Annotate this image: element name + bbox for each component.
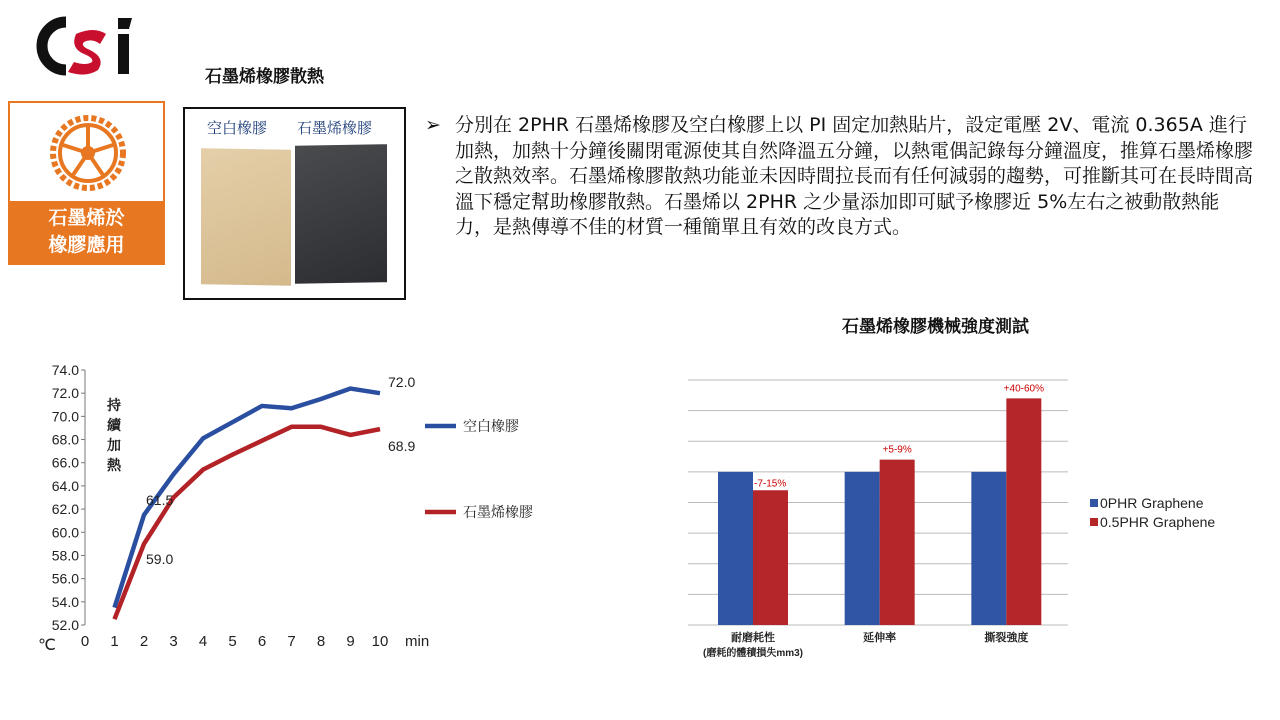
badge-line-1: 石墨烯於 xyxy=(48,207,125,229)
photo-label-graphene: 石墨烯橡膠 xyxy=(297,119,373,137)
mech-chart-title: 石墨烯橡膠機械強度測試 xyxy=(842,317,1029,337)
legend-label: 0.5PHR Graphene xyxy=(1100,514,1216,530)
x-tick-label: 7 xyxy=(287,633,296,650)
graphene-rubber-sample xyxy=(295,144,387,284)
data-label: 68.9 xyxy=(388,438,416,455)
y-tick-label: 66.0 xyxy=(51,454,79,471)
annotation-char: 持 xyxy=(107,397,121,413)
legend-swatch xyxy=(1090,499,1098,507)
legend-label-1: 石墨烯橡膠 xyxy=(463,504,533,520)
y-tick-label: 70.0 xyxy=(51,408,79,425)
photo-label-blank: 空白橡膠 xyxy=(207,119,268,137)
badge-line-2: 橡膠應用 xyxy=(48,234,125,256)
bar-1 xyxy=(880,460,915,625)
mechanical-bar-chart xyxy=(670,375,1270,675)
x-tick-label: 2 xyxy=(139,633,149,650)
x-tick-label: 6 xyxy=(257,633,267,650)
bar-annotation: +5-9% xyxy=(882,444,912,456)
description-paragraph xyxy=(425,113,1255,241)
legend-label: 0PHR Graphene xyxy=(1100,495,1204,511)
csi-logo xyxy=(36,14,140,78)
y-tick-label: 60.0 xyxy=(51,524,79,541)
annotation-char: 續 xyxy=(107,417,121,433)
legend-label-0: 空白橡膠 xyxy=(463,418,519,434)
bar-annotation: -7-15% xyxy=(754,478,787,490)
category-label: 耐磨耗性 xyxy=(731,632,775,644)
y-unit-label: ℃ xyxy=(38,637,56,654)
x-tick-label: 9 xyxy=(346,633,355,650)
annotation-char: 加 xyxy=(107,437,121,453)
y-tick-label: 54.0 xyxy=(51,593,79,610)
category-label: 撕裂強度 xyxy=(984,632,1029,644)
bar-0 xyxy=(718,472,753,625)
badge-label xyxy=(10,201,163,263)
y-tick-label: 56.0 xyxy=(51,570,79,587)
temperature-line-chart xyxy=(20,355,580,665)
bar-1 xyxy=(1006,398,1041,625)
legend-swatch xyxy=(1090,518,1098,526)
bar-0 xyxy=(845,472,880,625)
x-tick-label: 1 xyxy=(110,633,119,650)
bar-0 xyxy=(971,472,1006,625)
section-title: 石墨烯橡膠散熱 xyxy=(205,67,324,87)
data-label: 72.0 xyxy=(388,374,416,391)
blank-rubber-sample xyxy=(201,148,291,286)
annotation-char: 熱 xyxy=(107,457,121,473)
data-label: 59.0 xyxy=(146,550,174,567)
y-tick-label: 64.0 xyxy=(51,477,79,494)
x-unit-label: min xyxy=(405,633,430,650)
y-tick-label: 72.0 xyxy=(51,385,79,402)
category-sublabel: (磨耗的體積損失mm3) xyxy=(702,648,804,659)
y-tick-label: 74.0 xyxy=(51,362,79,378)
x-tick-label: 8 xyxy=(316,633,326,650)
wheel-icon xyxy=(48,113,128,193)
x-tick-label: 10 xyxy=(371,633,389,650)
application-badge xyxy=(8,101,165,265)
sample-photo xyxy=(183,107,406,300)
x-tick-label: 4 xyxy=(198,633,208,650)
x-tick-label: 5 xyxy=(228,633,237,650)
bar-1 xyxy=(753,490,788,625)
x-tick-label: 0 xyxy=(80,633,90,650)
y-tick-label: 62.0 xyxy=(51,501,79,518)
series-line-1 xyxy=(115,427,381,619)
y-tick-label: 68.0 xyxy=(51,431,79,448)
y-tick-label: 52.0 xyxy=(51,617,79,633)
y-tick-label: 58.0 xyxy=(51,547,79,564)
category-label: 延伸率 xyxy=(863,632,897,644)
bar-annotation: +40-60% xyxy=(1003,383,1044,395)
bullet-arrow-icon: ➢ xyxy=(425,114,441,136)
x-tick-label: 3 xyxy=(169,633,178,650)
description-text: 分別在 2PHR 石墨烯橡膠及空白橡膠上以 PI 固定加熱貼片，設定電壓 2V、電流 0.365A 進行加熱，加熱十分鐘後關閉電源使其自然降溫五分鐘，以熱電偶記錄每分鐘溫度，推算石墨烯橡膠之散熱效率。石墨烯橡膠散熱功能並未因時間拉長而有任何減弱的趨勢，可推斷其可在長時間高溫下穩定幫助橡膠散熱。石墨烯以 2PHR 之少量添加即可賦予橡膠近 5%左右之被動散熱能力，是熱傳導不佳的材質一種簡單且有效的改良方式。 xyxy=(455,114,1254,238)
data-label: 61.5 xyxy=(146,491,174,508)
